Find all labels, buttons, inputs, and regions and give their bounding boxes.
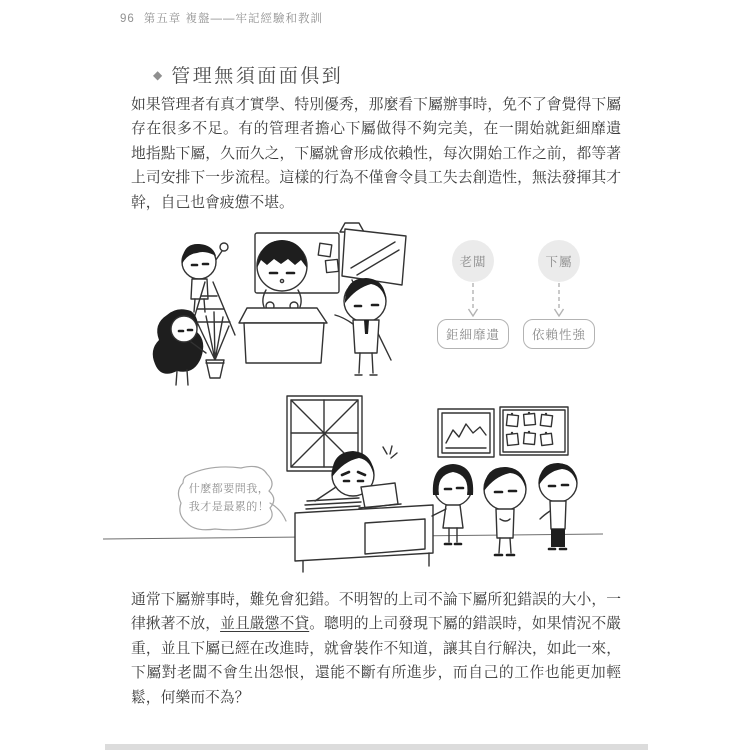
body-text: 。聰明的上司發現下屬的錯誤時，如果情況不嚴 [309,616,621,633]
diagram-node-boss: 老闆 [452,240,494,282]
body-line: 上司安排下一步流程。這樣的行為不僅會令員工失去創造性，無法發揮其才 [131,170,621,187]
employee-girl [432,464,473,544]
body-line: 如果管理者有真才實學、特別優秀，那麼看下屬辦事時，免不了會覺得下屬 [131,97,621,113]
body-line: 存在很多不足。有的管理者擔心下屬做得不夠完美，在一開始就鉅細靡遺 [131,121,621,138]
speech-bubble-text [184,481,274,516]
body-line: 下屬對老闆不會生出怨恨，還能不斷有所進步，而自己的工作也能更加輕 [131,665,621,682]
tv-screen [342,229,406,285]
underlined-text: 並且嚴懲不貸 [220,616,310,633]
paragraph-2 [131,588,621,710]
boss-character [305,446,401,517]
diamond-bullet-icon: ◆ [153,67,163,82]
running-head [120,10,323,26]
diagram-box-meticulous: 鉅細靡遺 [437,319,509,349]
employee-man-2 [539,463,577,549]
page-number: 96 [120,13,135,25]
body-line: 重，並且下屬已經在改進時，就會裝作不知道，讓其自行解決，如此一來， [131,640,621,657]
woman-with-plant [153,309,229,385]
employee-man-1 [484,467,526,555]
desk [295,505,433,572]
line-chart-frame [438,409,494,457]
section-title-text: 管理無須面面俱到 [171,66,344,87]
chapter-title: 第五章 複盤——牢記經驗和教訓 [143,13,323,25]
body-line [131,612,621,636]
speech-line: 我才是最累的！ [188,500,270,513]
diagram-node-subordinate: 下屬 [538,240,580,282]
body-line: 通常下屬辦事時，難免會犯錯。不明智的上司不論下屬所犯錯誤的大小，一 [131,592,621,608]
section-title [153,61,343,88]
illustration-office-scene [147,220,439,396]
corkboard [500,407,568,455]
dashed-arrow-icon [553,282,565,318]
body-line: 鬆，何樂而不為？ [131,689,250,706]
illustration-tired-boss-scene [103,391,603,586]
body-text: 律揪著不放， [131,616,221,633]
cause-effect-diagram [430,240,605,355]
diagram-box-dependency: 依賴性強 [523,319,595,349]
body-line: 地指點下屬，久而久之，下屬就會形成依賴性，每次開始工作之前，都等著 [131,145,621,162]
speech-line: 什麼都要問我， [188,483,270,495]
man-pointing [335,278,386,375]
body-line: 幹，自己也會疲憊不堪。 [131,194,294,211]
dashed-arrow-icon [467,282,479,318]
paragraph-1 [131,93,621,215]
page-edge-bar [105,744,648,750]
